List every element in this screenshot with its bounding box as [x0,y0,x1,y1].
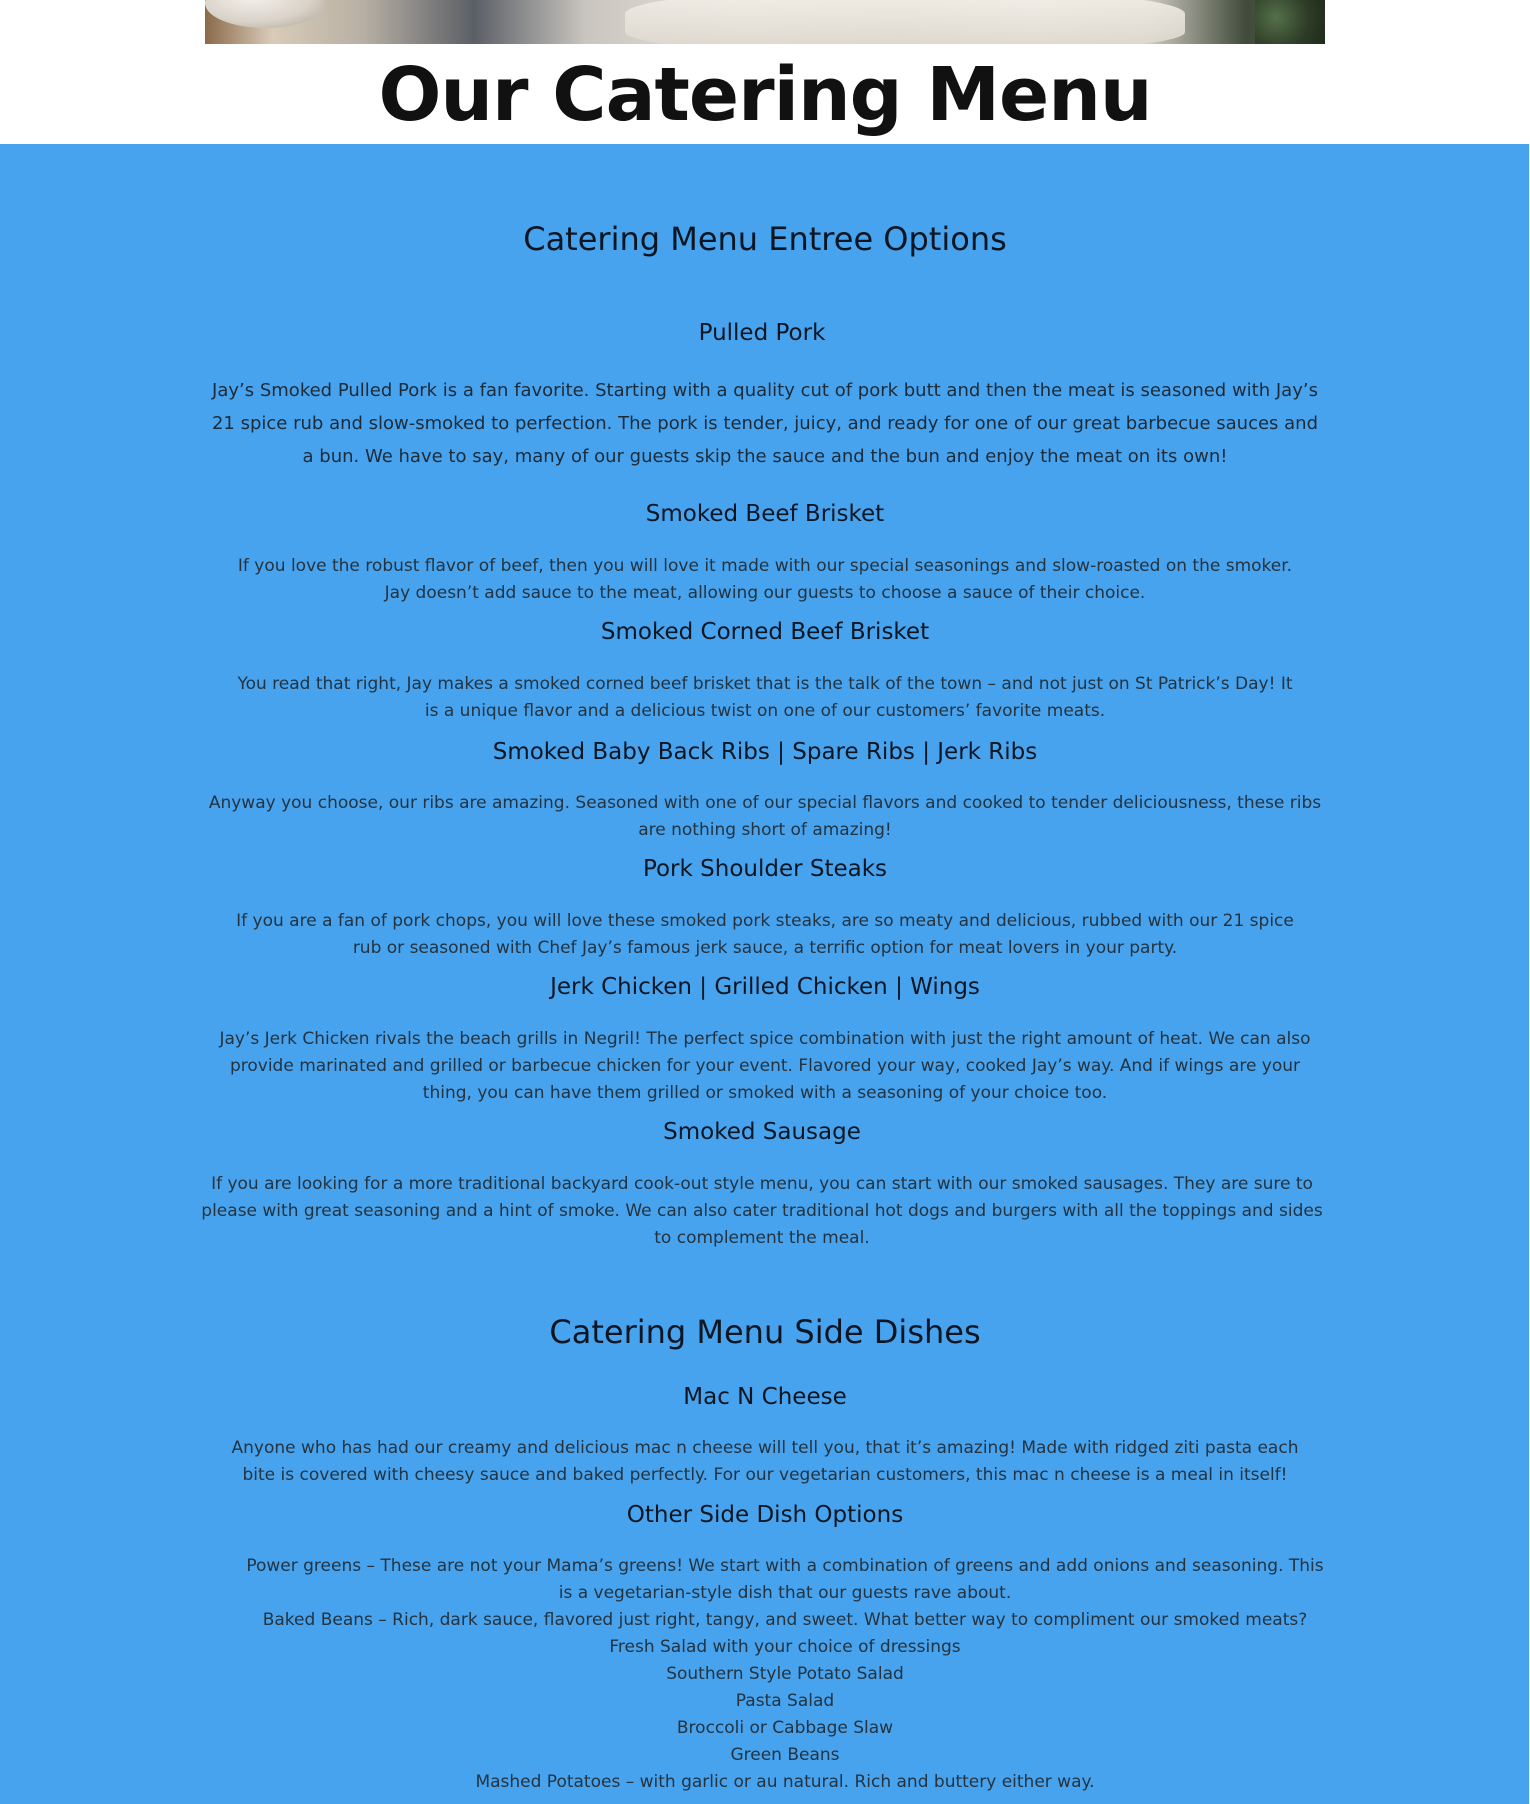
sides-section-heading: Catering Menu Side Dishes [549,1313,981,1351]
entree-description: Jay’s Jerk Chicken rivals the beach grills in Negril! The perfect spice combination with just the right amount of heat. We can also provide marinated and grilled or barbecue chicken for your event. Flavored your way, cooked Jay’s way. And if wings are your thing, you can have them grilled or smoked with a seasoning of your choice too. [219,1029,1311,1103]
list-item: Pasta Salad [735,1691,835,1711]
side-description-mac-n-cheese: Anyone who has had our creamy and delicious mac n cheese will tell you, that it’s amazing! Made with ridged ziti pasta each bite is covered with cheesy sauce and baked perfectly. For our vegetarian customers, this mac n cheese is a meal in itself! [231,1438,1299,1485]
plate-image-detail [205,0,325,28]
list-item: Mashed Potatoes – with garlic or au natural. Rich and buttery either way. [475,1772,1095,1792]
foliage-image-detail [1255,0,1325,44]
entree-description: You read that right, Jay makes a smoked corned beef brisket that is the talk of the town – and not just on St Patrick’s Day! It is a unique flavor and a delicious twist on one of our customers’ favorite meats. [237,674,1293,721]
list-item: Southern Style Potato Salad [666,1664,904,1684]
side-title-other-options: Other Side Dish Options [626,1502,904,1528]
hero-image [205,0,1325,44]
entree-title: Jerk Chicken | Grilled Chicken | Wings [550,974,980,1000]
tablecloth-image-detail [625,0,1185,44]
side-options-list [245,1553,1325,1796]
entree-description: Jay’s Smoked Pulled Pork is a fan favorite. Starting with a quality cut of pork butt and then the meat is seasoned with Jay’s 21 spice rub and slow-smoked to perfection. The pork is tender, juicy, and ready for one of our great barbecue sauces and a bun. We have to say, many of our guests skip the sauce and the bun and enjoy the meat on its own! [211,380,1318,467]
page-title: Our Catering Menu [378,52,1152,138]
list-item: Baked Beans – Rich, dark sauce, flavored just right, tangy, and sweet. What better way to compliment our smoked meats? [262,1610,1308,1630]
entree-title: Smoked Corned Beef Brisket [600,619,930,645]
side-title-mac-n-cheese: Mac N Cheese [683,1384,847,1410]
entree-description: If you love the robust flavor of beef, then you will love it made with our special seasonings and slow-roasted on the smoker. Jay doesn’t add sauce to the meat, allowing our guests to choose a sauce of their choice. [237,556,1293,603]
list-item: Green Beans [730,1745,840,1765]
entree-title: Pulled Pork [698,320,826,346]
entree-description: If you are looking for a more traditional backyard cook-out style menu, you can start with our smoked sausages. They are sure to please with great seasoning and a hint of smoke. We can also cater traditional hot dogs and burgers with all the toppings and sides to complement the meal. [201,1174,1323,1248]
list-item: Power greens – These are not your Mama’s greens! We start with a combination of greens and add onions and seasoning. This is a vegetarian-style dish that our guests rave about. [246,1556,1324,1603]
entree-title: Smoked Sausage [663,1119,861,1145]
entree-title: Pork Shoulder Steaks [642,856,888,882]
list-item: Fresh Salad with your choice of dressings [609,1637,961,1657]
entree-title: Smoked Beef Brisket [645,501,885,527]
list-item: Broccoli or Cabbage Slaw [676,1718,894,1738]
entree-section-heading: Catering Menu Entree Options [523,220,1007,258]
entree-title: Smoked Baby Back Ribs | Spare Ribs | Jerk Ribs [492,739,1038,765]
page-title-bar [0,44,1530,144]
entree-description: Anyway you choose, our ribs are amazing. Seasoned with one of our special flavors and cooked to tender deliciousness, these ribs are nothing short of amazing! [208,793,1322,840]
entree-description: If you are a fan of pork chops, you will love these smoked pork steaks, are so meaty and delicious, rubbed with our 21 spice rub or seasoned with Chef Jay’s famous jerk sauce, a terrific option for meat lovers in your party. [236,911,1294,958]
